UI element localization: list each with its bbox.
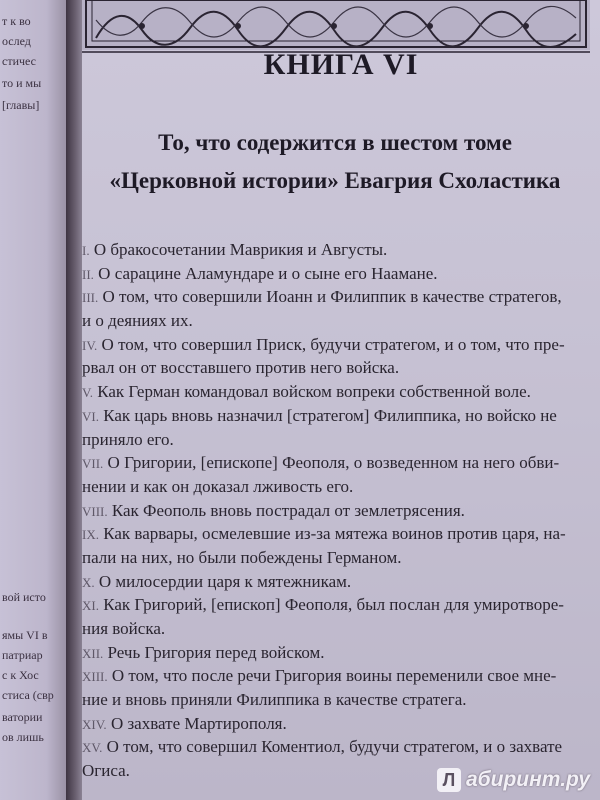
left-page-fragment: стиса (свр (2, 688, 54, 702)
toc-entry (82, 664, 582, 688)
table-of-contents (82, 238, 582, 783)
toc-entry (82, 499, 582, 523)
toc-entry (82, 735, 582, 759)
toc-entry-number: III. (82, 290, 99, 306)
toc-entry-number: X. (82, 574, 95, 590)
toc-entry (82, 262, 582, 286)
toc-entry-number: VI. (82, 408, 99, 424)
toc-entry-text: О Григории, [епископе] Феополя, о возведенном на него обви- (107, 453, 560, 473)
toc-entry-number: XV. (82, 740, 103, 756)
toc-entry-number: VII. (82, 456, 104, 472)
toc-entry-text: Как варвары, осмелевшие из-за мятежа воинов против царя, на- (103, 524, 566, 544)
toc-entry-continuation (82, 546, 582, 570)
section-heading-line2: «Церковной истории» Евагрия Схоластика (109, 168, 561, 193)
left-page-fragment: т к во (2, 14, 31, 28)
watermark-text: абиринт.ру (465, 768, 590, 791)
left-page-fragment: стичес (2, 54, 36, 68)
toc-entry-text: О сарацине Аламундаре и о сыне его Наамане. (98, 263, 438, 283)
toc-entry-text: Как Герман командовал войском вопреки собственной воле. (97, 382, 531, 402)
toc-entry-number: I. (82, 243, 90, 258)
toc-entry-number: XI. (82, 598, 99, 614)
book-page (82, 0, 600, 800)
toc-entry-number: XIII. (82, 669, 108, 685)
toc-entry (82, 333, 582, 357)
toc-entry (82, 380, 582, 404)
toc-entry-text: О том, что совершил Приск, будучи стратегом, и о том, что пре- (101, 334, 565, 354)
toc-entry-number: VIII. (82, 503, 108, 519)
toc-entry-text: Речь Григория перед войском. (107, 642, 325, 662)
left-page-fragment: патриар (2, 648, 43, 662)
toc-entry-text: О захвате Мартирополя. (110, 713, 287, 733)
left-page-fragment: с к Хос (2, 668, 39, 682)
toc-entry-text: О бракосочетании Маврикия и Августы. (93, 240, 388, 259)
toc-entry-number: II. (82, 266, 94, 282)
toc-entry-continuation (82, 428, 582, 452)
toc-entry-text: и о деяниях их. (82, 311, 193, 331)
section-heading-line1: То, что содержится в шестом томе (158, 130, 512, 155)
toc-entry-number: V. (82, 385, 93, 401)
toc-entry-number: IX. (82, 527, 99, 543)
toc-entry-number: XIV. (82, 716, 107, 732)
left-page-fragment: вой исто (2, 590, 46, 604)
toc-entry (82, 712, 582, 736)
toc-entry (82, 451, 582, 475)
book-title: КНИГА VI (263, 48, 419, 81)
toc-entry (82, 238, 582, 262)
toc-entry-text: ние и вновь приняли Филиппика в качестве стратега. (82, 690, 467, 710)
left-page-fragment: то и мы (2, 76, 42, 90)
toc-entry (82, 641, 582, 665)
left-page-fragment: ватории (2, 710, 43, 724)
left-page-fragment: ямы VI в (2, 628, 48, 642)
labirint-watermark (437, 768, 590, 792)
toc-entry-text: О том, что совершили Иоанн и Филиппик в качестве стратегов, (102, 287, 562, 307)
toc-entry-text: Как Феополь вновь пострадал от землетрясения. (111, 500, 465, 520)
toc-entry-continuation (82, 617, 582, 641)
toc-entry-text: рвал он от восставшего против него войска. (82, 358, 400, 378)
toc-entry-text: Как Григорий, [епископ] Феополя, был послан для умиротворе- (103, 595, 564, 615)
toc-entry-text: О милосердии царя к мятежникам. (98, 571, 352, 591)
toc-entry (82, 522, 582, 546)
toc-entry-text: ния войска. (82, 619, 166, 638)
labirint-logo-icon: Л (437, 768, 461, 792)
toc-entry-continuation (82, 688, 582, 712)
toc-entry-continuation (82, 475, 582, 499)
toc-entry-number: XII. (82, 645, 104, 661)
left-page-fragment: ослед (2, 34, 31, 48)
toc-entry (82, 404, 582, 428)
toc-entry (82, 285, 582, 309)
toc-entry (82, 570, 582, 594)
toc-entry-number: IV. (82, 337, 98, 353)
toc-entry-text: нении и как он доказал лживость его. (82, 476, 354, 496)
toc-entry-text: О том, что после речи Григория воины переменили свое мне- (111, 666, 557, 686)
toc-entry (82, 593, 582, 617)
toc-entry-text: Огиса. (82, 761, 130, 781)
left-page-fragment: ов лишь (2, 730, 44, 744)
toc-entry-continuation (82, 309, 582, 333)
toc-entry-text: приняло его. (82, 429, 174, 449)
toc-entry-continuation (82, 356, 582, 380)
toc-entry-text: О том, что совершил Коментиол, будучи стратегом, и о захвате (106, 737, 563, 757)
toc-entry-text: Как царь вновь назначил [стратегом] Филиппика, но войско не (103, 405, 557, 425)
left-page-edge (0, 0, 66, 800)
toc-entry-text: пали на них, но были побеждены Германом. (82, 547, 402, 567)
left-page-fragment: [главы] (2, 98, 40, 112)
